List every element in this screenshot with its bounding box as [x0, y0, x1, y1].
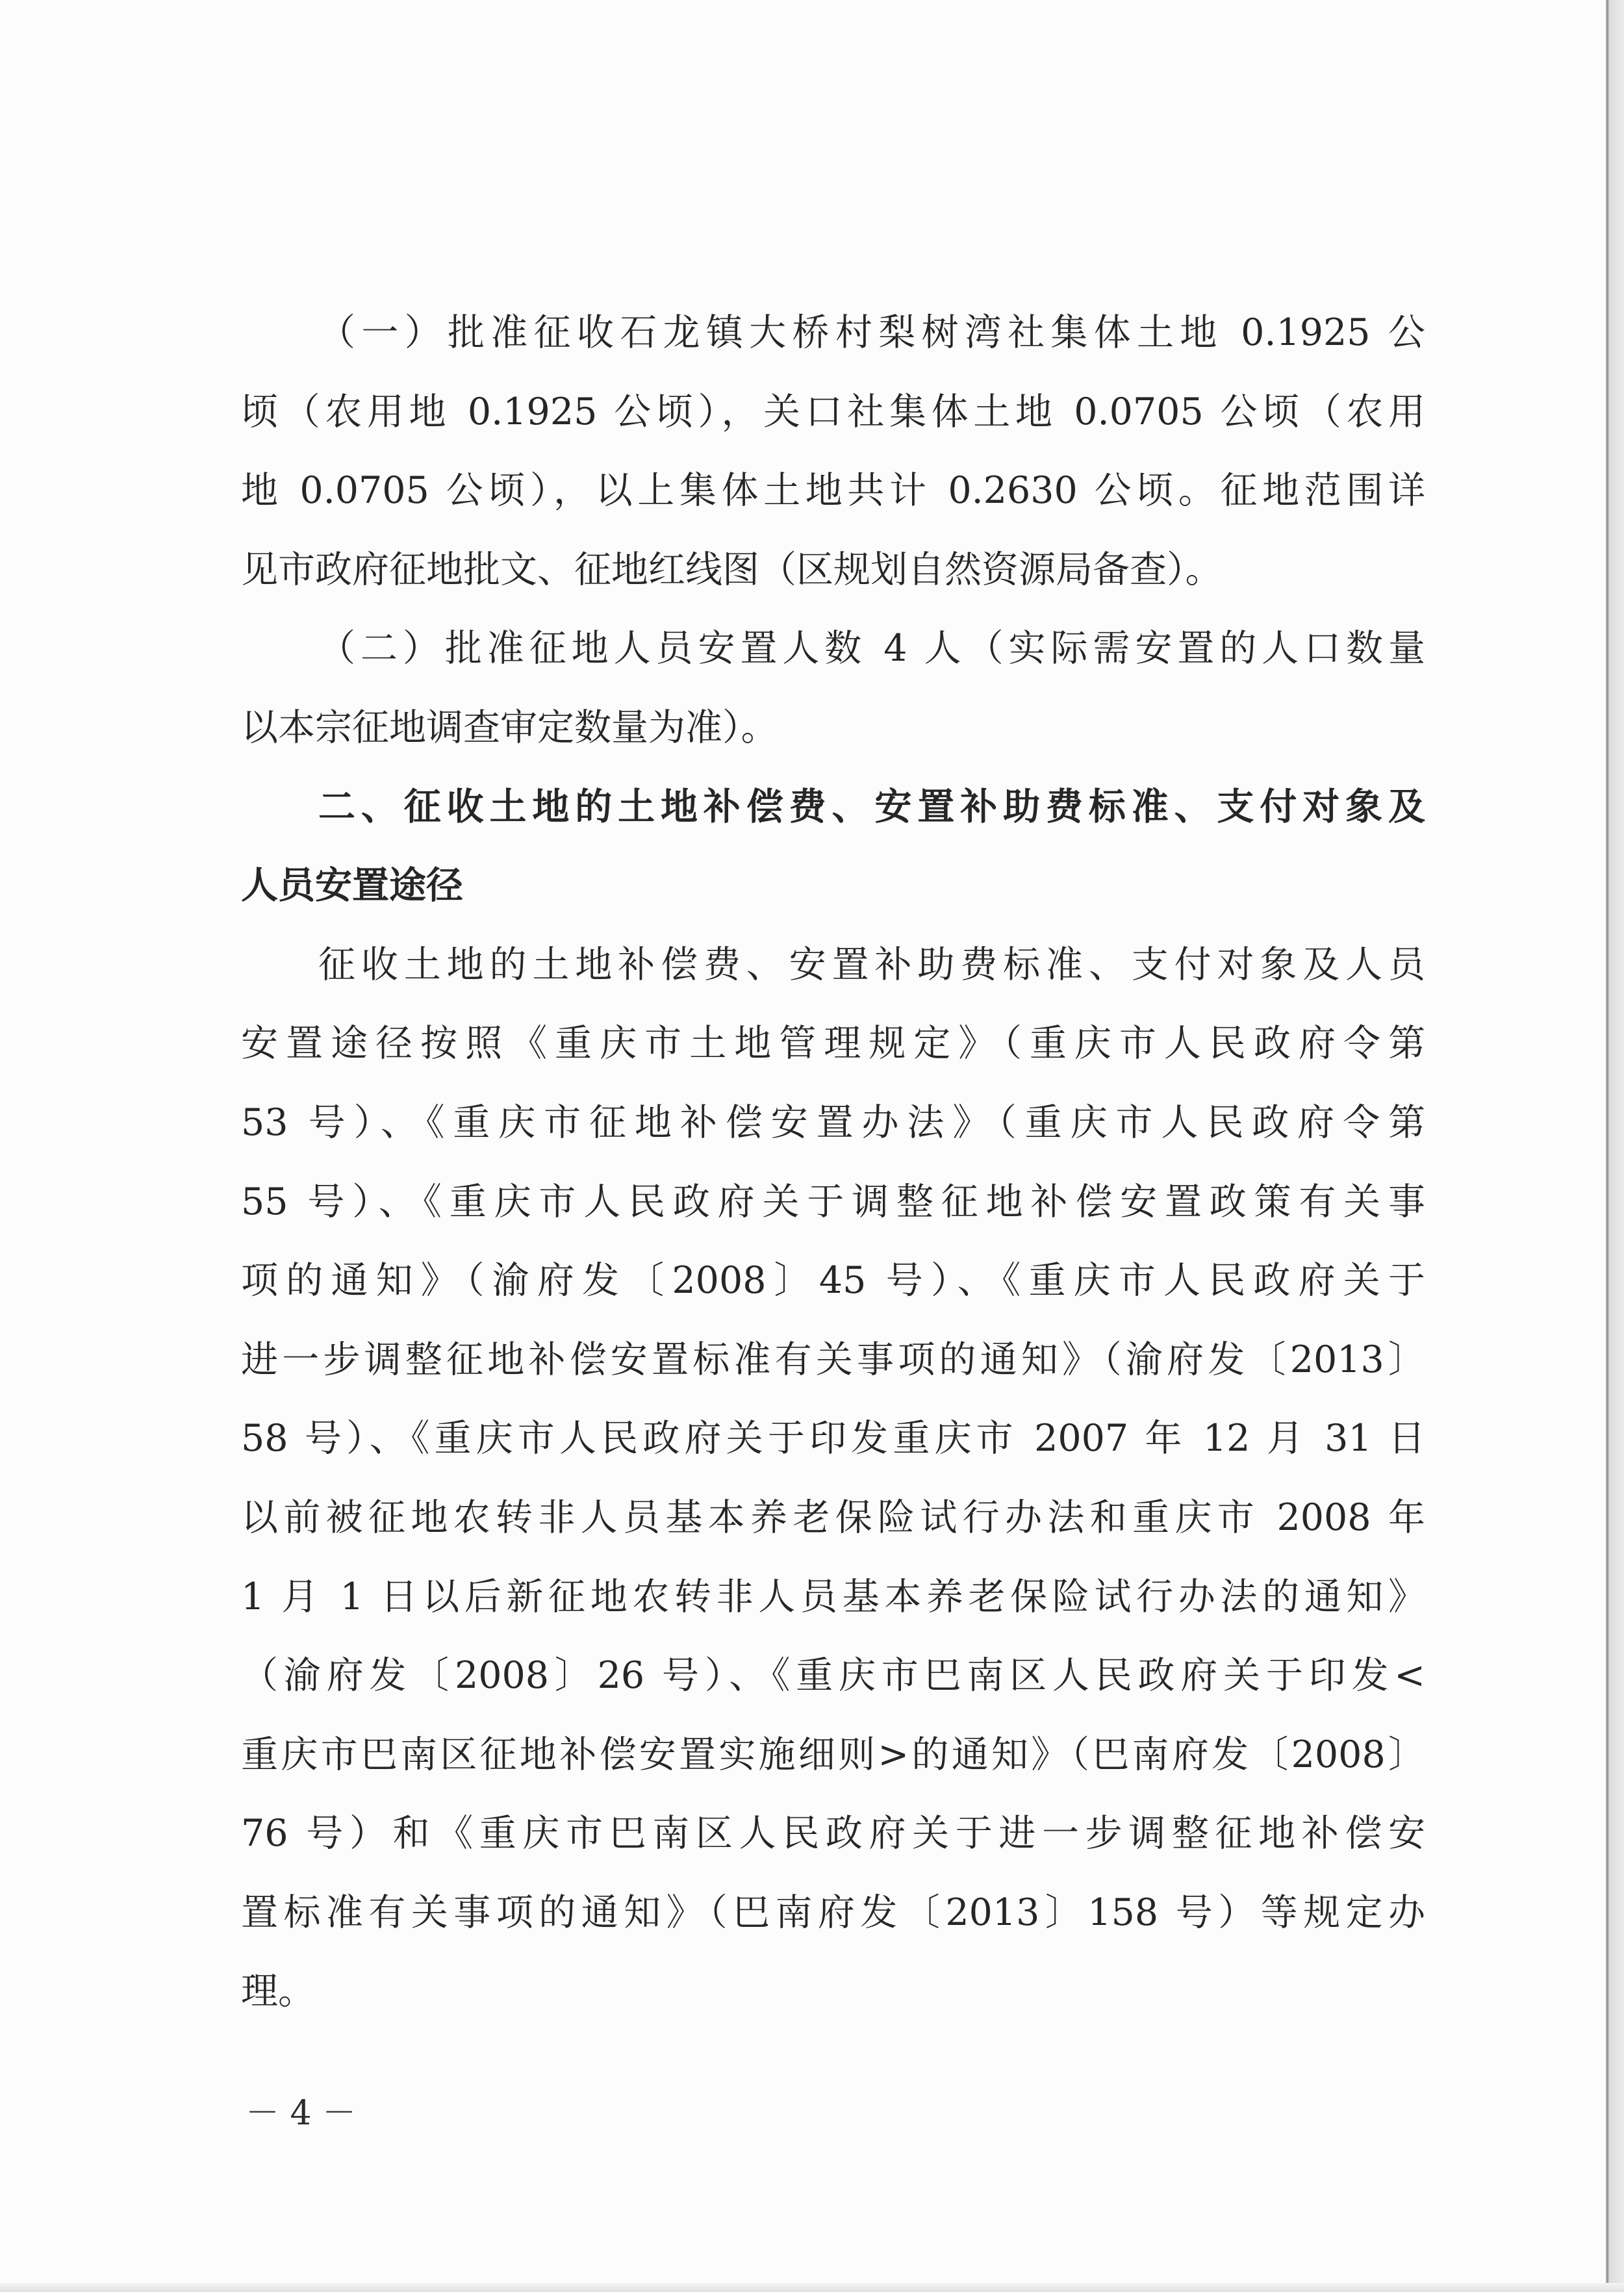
- body-text-line: 置标准有关事项的通知》（巴南府发〔2013〕158 号）等规定办: [241, 1891, 1425, 1934]
- body-text-line: 顷（农用地 0.1925 公顷），关口社集体土地 0.0705 公顷（农用: [241, 390, 1425, 433]
- paragraph-resettlement-count: [241, 609, 1425, 767]
- body-text-line: 项的通知》（渝府发〔2008〕45 号）、《重庆市人民政府关于: [241, 1259, 1425, 1303]
- section-heading-line: 二、征收土地的土地补偿费、安置补助费标准、支付对象及: [318, 785, 1425, 828]
- body-text-line: 55 号）、《重庆市人民政府关于调整征地补偿安置政策有关事: [241, 1180, 1425, 1223]
- body-text-line: （一）批准征收石龙镇大桥村梨树湾社集体土地 0.1925 公: [318, 311, 1425, 354]
- scan-edge: [1606, 0, 1624, 2292]
- body-text-line: 进一步调整征地补偿安置标准有关事项的通知》（渝府发〔2013〕: [241, 1338, 1425, 1381]
- body-text-line: 53 号）、《重庆市征地补偿安置办法》（重庆市人民政府令第: [241, 1101, 1425, 1144]
- body-text-line: 重庆市巴南区征地补偿安置实施细则>的通知》（巴南府发〔2008〕: [241, 1733, 1425, 1776]
- body-text-line: 地 0.0705 公顷），以上集体土地共计 0.2630 公顷。征地范围详: [241, 469, 1425, 513]
- body-text-line: 58 号）、《重庆市人民政府关于印发重庆市 2007 年 12 月 31 日: [241, 1417, 1425, 1460]
- section-heading: [241, 768, 1425, 926]
- body-text-line: 1 月 1 日以后新征地农转非人员基本养老保险试行办法的通知》: [241, 1575, 1425, 1618]
- text-column: [241, 294, 1425, 2031]
- page-number: － 4 －: [246, 2094, 357, 2133]
- section-heading-line: 人员安置途径: [241, 864, 463, 908]
- body-text-line: 征收土地的土地补偿费、安置补助费标准、支付对象及人员: [318, 943, 1425, 986]
- body-text-line: 以本宗征地调查审定数量为准）。: [241, 706, 778, 749]
- body-text-line: 理。: [241, 1970, 315, 2013]
- body-text-line: 76 号）和《重庆市巴南区人民政府关于进一步调整征地补偿安: [241, 1812, 1425, 1855]
- scan-bottom-edge: [0, 2283, 1624, 2292]
- paragraph-compensation-standards: [241, 926, 1425, 2031]
- body-text-line: 以前被征地农转非人员基本养老保险试行办法和重庆市 2008 年: [241, 1496, 1425, 1539]
- paragraph-land-approval: [241, 294, 1425, 609]
- body-text-line: （渝府发〔2008〕26 号）、《重庆市巴南区人民政府关于印发<: [241, 1654, 1425, 1698]
- body-text-line: 安置途径按照《重庆市土地管理规定》（重庆市人民政府令第: [241, 1022, 1425, 1065]
- body-text-line: 见市政府征地批文、征地红线图（区规划自然资源局备查）。: [241, 548, 1223, 591]
- body-text-line: （二）批准征地人员安置人数 4 人（实际需安置的人口数量: [318, 627, 1425, 670]
